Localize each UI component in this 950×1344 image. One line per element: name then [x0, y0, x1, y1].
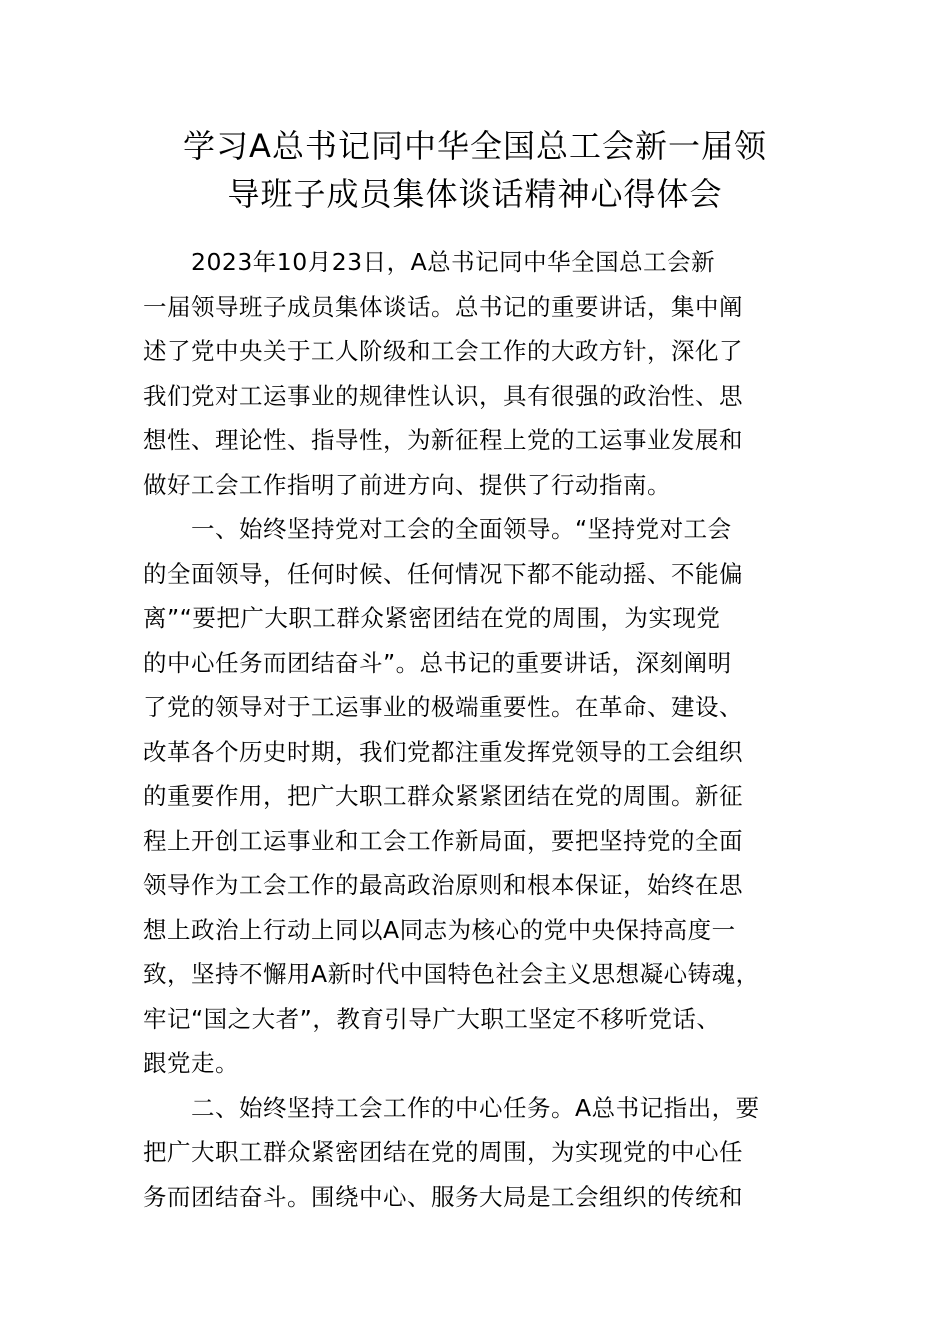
text-line: 想性、理论性、指导性，为新征程上党的工运事业发展和: [143, 426, 743, 454]
text-line: 的重要作用，把广大职工群众紧紧团结在党的周围。新征: [143, 782, 743, 810]
text-line: 致，坚持不懈用A新时代中国特色社会主义思想凝心铸魂，: [143, 960, 760, 988]
text-line: 想上政治上行动上同以A同志为核心的党中央保持高度一: [143, 915, 736, 944]
text-line: 2023年10月23日，A总书记同中华全国总工会新: [191, 248, 716, 276]
text-line: 一、始终坚持党对工会的全面领导。“坚持党对工会: [191, 515, 732, 543]
text-line: 把广大职工群众紧密团结在党的周围，为实现党的中心任: [143, 1138, 743, 1166]
text-line: 我们党对工运事业的规律性认识，具有很强的政治性、思: [143, 381, 743, 410]
text-line: 务而团结奋斗。围绕中心、服务大局是工会组织的传统和: [143, 1182, 743, 1211]
text-line: 述了党中央关于工人阶级和工会工作的大政方针，深化了: [143, 337, 743, 365]
paragraph-section-2: [143, 1086, 823, 1220]
text-line: 做好工会工作指明了前进方向、提供了行动指南。: [143, 470, 671, 499]
text-line: 领导作为工会工作的最高政治原则和根本保证，始终在思: [143, 871, 743, 899]
text-line: 改革各个历史时期，我们党都注重发挥党领导的工会组织: [143, 737, 743, 766]
text-line: 二、始终坚持工会工作的中心任务。A总书记指出，要: [191, 1093, 760, 1122]
paragraph-intro: [143, 240, 823, 507]
text-line: 一届领导班子成员集体谈话。总书记的重要讲话，集中阐: [143, 292, 743, 321]
text-line: 牢记“国之大者”，教育引导广大职工坚定不移听党话、: [143, 1004, 721, 1033]
paragraph-section-1: [143, 507, 823, 1086]
title-line: 学习A总书记同中华全国总工会新一届领: [183, 127, 767, 165]
text-line: 了党的领导对于工运事业的极端重要性。在革命、建设、: [143, 693, 743, 721]
text-line: 离”“要把广大职工群众紧密团结在党的周围，为实现党: [143, 604, 721, 632]
text-line: 跟党走。: [143, 1049, 239, 1077]
document-title: [120, 122, 830, 218]
title-line: 导班子成员集体谈话精神心得体会: [227, 175, 723, 213]
text-line: 程上开创工运事业和工会工作新局面，要把坚持党的全面: [143, 826, 743, 855]
text-line: 的全面领导，任何时候、任何情况下都不能动摇、不能偏: [143, 559, 743, 588]
text-line: 的中心任务而团结奋斗”。总书记的重要讲话，深刻阐明: [143, 648, 732, 677]
document-body: [143, 240, 823, 1219]
